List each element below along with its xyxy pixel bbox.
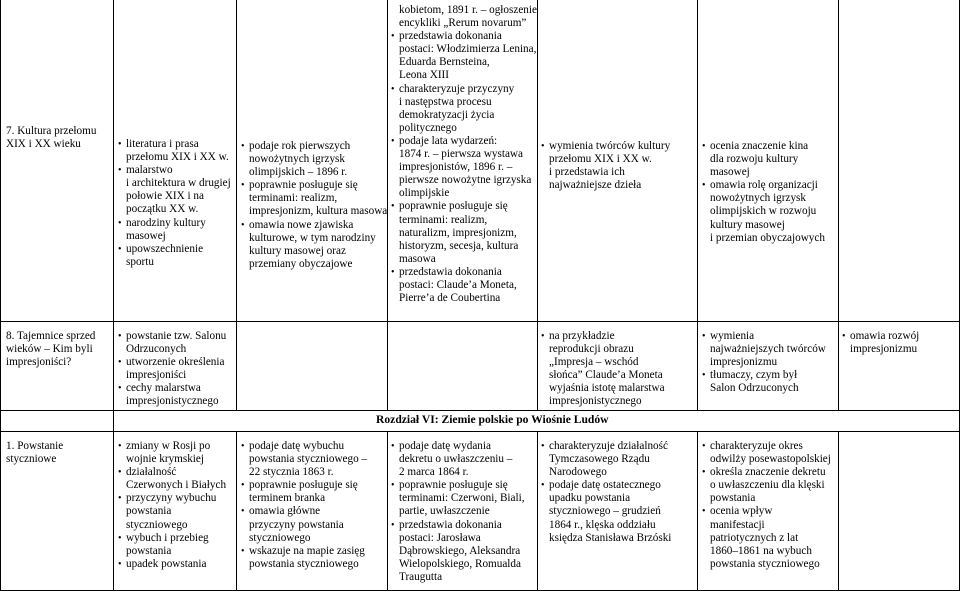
- bullet-item: • wymienia: [702, 330, 826, 343]
- bullet-item: • określa znaczenie dekretu: [702, 466, 831, 479]
- bullet-continuation: odwilży posewastopolskiej: [710, 453, 831, 466]
- bullet-continuation: impresjonizmu: [710, 356, 778, 369]
- bullet-continuation: patriotycznych z lat: [710, 531, 799, 544]
- bullet-continuation: styczniowego: [249, 531, 311, 544]
- bullet-continuation: reprodukcji obrazu: [549, 343, 634, 356]
- grid-line-v5: [387, 431, 388, 591]
- row1-title-line: XIX i XX wieku: [6, 138, 81, 151]
- bullet-item: • poprawnie posługuje się: [391, 479, 525, 492]
- bullet-continuation: przełomu XIX i XX w.: [549, 153, 652, 166]
- row1-col-d: [541, 140, 670, 192]
- bullet-item: • przedstawia dokonania: [391, 519, 525, 532]
- bullet-continuation: impresjonizmu: [850, 343, 918, 356]
- bullet-item: • cechy malarstwa: [118, 382, 226, 395]
- row3-col-c: [391, 440, 525, 584]
- row1-col-b: [241, 140, 387, 271]
- bullet-continuation: sportu: [126, 255, 154, 268]
- bullet-continuation: i następstwa procesu: [399, 95, 492, 108]
- row3-title: [6, 440, 63, 466]
- bullet-item: • poprawnie posługuje się: [241, 479, 367, 492]
- bullet-continuation: 1860–1861 na wybuch: [710, 544, 812, 557]
- bullet-item: • malarstwo: [118, 164, 231, 177]
- bullet-item: • zmiany w Rosji po: [118, 440, 226, 453]
- bullet-item: • upowszechnienie: [118, 243, 231, 256]
- bullet-continuation: postaci: Włodzimierza Lenina,: [399, 43, 537, 56]
- bullet-continuation: postaci: Jarosława: [399, 531, 481, 544]
- bullet-continuation: naturalizm, impresjonizm,: [399, 226, 517, 239]
- grid-line-v6: [537, 0, 538, 410]
- bullet-continuation: styczniowego – grudzień: [549, 505, 661, 518]
- bullet-continuation: manifestacji: [710, 518, 765, 531]
- bullet-continuation: wojnie krymskiej: [126, 453, 204, 466]
- bullet-continuation: dekretu o uwłaszczeniu –: [399, 453, 513, 466]
- grid-line-h2: [0, 410, 960, 411]
- bullet-item: • charakteryzuje okres: [702, 440, 831, 453]
- bullet-continuation: masowej: [710, 166, 750, 179]
- bullet-continuation: impresjoniści: [126, 369, 187, 382]
- bullet-continuation: Salon Odrzuconych: [710, 382, 799, 395]
- bullet-continuation: masowej: [126, 229, 166, 242]
- row2-title-line: impresjoniści?: [6, 356, 72, 369]
- bullet-continuation: terminami: realizm,: [399, 213, 488, 226]
- bullet-continuation: 1864 r., klęska oddziału: [549, 518, 656, 531]
- bullet-continuation: historyzm, secesja, kultura: [399, 239, 519, 252]
- bullet-continuation: i architektura w drugiej: [126, 177, 231, 190]
- bullet-item: • omawia nowe zjawiska: [241, 219, 387, 232]
- row2-col-d: [541, 330, 665, 409]
- row3-col-e: [702, 440, 831, 571]
- bullet-item: • przedstawia dokonania: [391, 266, 537, 279]
- bullet-continuation: nowożytnych igrzysk: [710, 192, 807, 205]
- row1-title: [6, 125, 96, 151]
- bullet-continuation: i przedstawia ich: [549, 166, 625, 179]
- bullet-continuation: nowożytnych igrzysk: [249, 153, 346, 166]
- bullet-continuation: 22 stycznia 1863 r.: [249, 466, 334, 479]
- bullet-item: • charakteryzuje przyczyny: [391, 83, 537, 96]
- bullet-continuation: Eduarda Bernsteina,: [399, 56, 490, 69]
- row2-title-line: wieków – Kim byli: [6, 343, 93, 356]
- bullet-item: • wybuch i przebieg: [118, 532, 226, 545]
- bullet-item: • powstanie tzw. Salonu: [118, 330, 226, 343]
- bullet-item: • wymienia twórców kultury: [541, 140, 670, 153]
- row2-col-a: [118, 330, 226, 409]
- bullet-item: • upadek powstania: [118, 558, 226, 571]
- bullet-continuation: olimpijskich w rozwoju: [710, 205, 817, 218]
- bullet-continuation: terminem branka: [249, 492, 326, 505]
- row3-col-d: [541, 440, 671, 545]
- bullet-item: • poprawnie posługuje się: [391, 200, 537, 213]
- bullet-continuation: impresjonistycznego: [126, 395, 219, 408]
- bullet-continuation: powstania styczniowego: [710, 557, 820, 570]
- bullet-continuation: Wielopolskiego, Romualda: [399, 557, 521, 570]
- row1-col-c: [391, 4, 537, 305]
- bullet-continuation: i przemian obyczajowych: [710, 231, 825, 244]
- bullet-item: • podaje datę wydania: [391, 440, 525, 453]
- row2-col-f: [842, 330, 919, 356]
- bullet-continuation: „Impresja – wschód: [549, 356, 639, 369]
- grid-line-v8: [697, 0, 698, 410]
- bullet-item: • narodziny kultury: [118, 217, 231, 230]
- bullet-item: • literatura i prasa: [118, 138, 231, 151]
- bullet-continuation: Odrzuconych: [126, 343, 187, 356]
- bullet-item: • ocenia wpływ: [702, 505, 831, 518]
- bullet-continuation: Czerwonych i Białych: [126, 479, 227, 492]
- bullet-continuation: Pierre’a de Coubertina: [399, 292, 501, 305]
- bullet-continuation: powstania styczniowego: [249, 557, 359, 570]
- grid-line-v10: [838, 0, 839, 410]
- bullet-item: • omawia główne: [241, 505, 367, 518]
- grid-line-v1: [113, 0, 114, 591]
- bullet-continuation: powstania: [126, 505, 172, 518]
- bullet-continuation: 1874 r. – pierwsza wystawa: [399, 148, 523, 161]
- bullet-continuation: demokratyzacji życia: [399, 108, 495, 121]
- bullet-continuation: powstania styczniowego –: [249, 453, 368, 466]
- bullet-continuation: politycznego: [399, 121, 457, 134]
- bullet-item: • podaje lata wydarzeń:: [391, 135, 537, 148]
- bullet-continuation: terminami: Czerwoni, Biali,: [399, 492, 525, 505]
- bullet-item: • podaje rok pierwszych: [241, 140, 387, 153]
- grid-line-v2: [236, 0, 237, 410]
- bullet-continuation: kultury masowej oraz: [249, 244, 346, 257]
- bullet-continuation: Traugutta: [399, 570, 443, 583]
- bullet-item: • utworzenie określenia: [118, 356, 226, 369]
- bullet-item: • poprawnie posługuje się: [241, 179, 387, 192]
- bullet-continuation: olimpijskie: [399, 187, 450, 200]
- bullet-item: • na przykładzie: [541, 330, 665, 343]
- bullet-continuation: powstania: [126, 544, 172, 557]
- bullet-item: • podaje datę ostatecznego: [541, 479, 671, 492]
- bullet-continuation: dla rozwoju kultury: [710, 153, 799, 166]
- bullet-continuation: pierwsze nowożytne igrzyska: [399, 174, 532, 187]
- section-heading: Rozdział VI: Ziemie polskie po Wiośnie Ludów: [376, 413, 609, 426]
- grid-line-v3: [236, 431, 237, 591]
- bullet-continuation: kultury masowej: [710, 218, 785, 231]
- bullet-item: • przyczyny wybuchu: [118, 492, 226, 505]
- bullet-continuation: kulturowe, w tym narodziny: [249, 231, 376, 244]
- bullet-continuation: wyjaśnia istotę malarstwa: [549, 382, 665, 395]
- bullet-item: • podaje datę wybuchu: [241, 440, 367, 453]
- bullet-continuation: początku XX w.: [126, 203, 199, 216]
- bullet-continuation: księdza Stanisława Brzóski: [549, 531, 672, 544]
- row2-title: [6, 330, 95, 369]
- row3-col-a: [118, 440, 226, 571]
- grid-line-h3: [0, 431, 960, 432]
- bullet-item: • wskazuje na mapie zasięg: [241, 545, 367, 558]
- row3-col-b: [241, 440, 367, 571]
- bullet-continuation: styczniowego: [126, 518, 188, 531]
- bullet-continuation: impresjonistów, 1896 r. –: [399, 161, 513, 174]
- bullet-continuation: Tymczasowego Rządu: [549, 453, 650, 466]
- row1-col-e: [702, 140, 825, 245]
- bullet-continuation: upadku powstania: [549, 492, 631, 505]
- bullet-continuation: przełomu XIX i XX w.: [126, 151, 229, 164]
- bullet-continuation: olimpijskich – 1896 r.: [249, 166, 348, 179]
- bullet-continuation: najważniejsze dzieła: [549, 179, 642, 192]
- bullet-continuation: Narodowego: [549, 466, 607, 479]
- bullet-item: • działalność: [118, 466, 226, 479]
- bullet-continuation: o uwłaszczeniu dla klęski: [710, 479, 825, 492]
- bullet-item: • charakteryzuje działalność: [541, 440, 671, 453]
- row1-col-a: [118, 138, 231, 269]
- bullet-continuation: impresjonistycznego: [549, 395, 642, 408]
- bullet-continuation: przyczyny powstania: [249, 518, 344, 531]
- bullet-continuation: impresjonizm, kultura masowa: [249, 205, 388, 218]
- bullet-continuation: postaci: Claude’a Moneta,: [399, 278, 517, 291]
- bullet-continuation: kobietom, 1891 r. – ogłoszenie: [399, 4, 537, 16]
- bullet-continuation: masowa: [399, 252, 436, 265]
- bullet-continuation: encykliki „Rerum novarum”: [399, 17, 527, 30]
- bullet-item: • tłumaczy, czym był: [702, 369, 826, 382]
- bullet-continuation: przemiany obyczajowe: [249, 257, 353, 270]
- bullet-item: • omawia rolę organizacji: [702, 179, 825, 192]
- bullet-continuation: słońca” Claude’a Moneta: [549, 369, 663, 382]
- bullet-continuation: połowie XIX i na: [126, 190, 204, 203]
- row1-title-line: 7. Kultura przełomu: [6, 125, 97, 137]
- row2-col-e: [702, 330, 826, 395]
- grid-line-v0: [0, 0, 1, 591]
- grid-line-v11: [838, 431, 839, 591]
- grid-line-v7: [537, 431, 538, 591]
- row3-title-line: 1. Powstanie: [6, 440, 64, 452]
- bullet-continuation: partie, uwłaszczenie: [399, 505, 490, 518]
- bullet-continuation: Dąbrowskiego, Aleksandra: [399, 544, 521, 557]
- grid-line-v9: [697, 431, 698, 591]
- bullet-continuation: terminami: realizm,: [249, 192, 338, 205]
- row3-title-line: styczniowe: [6, 453, 57, 466]
- bullet-continuation: 2 marca 1864 r.: [399, 466, 469, 479]
- bullet-item: • omawia rozwój: [842, 330, 919, 343]
- bullet-continuation: najważniejszych twórców: [710, 343, 826, 356]
- bullet-item: • ocenia znaczenie kina: [702, 140, 825, 153]
- bullet-item: • przedstawia dokonania: [391, 30, 537, 43]
- grid-line-h1: [0, 321, 960, 322]
- row2-title-line: 8. Tajemnice sprzed: [6, 330, 96, 342]
- bullet-continuation: Leona XIII: [399, 69, 450, 82]
- bullet-continuation: powstania: [710, 492, 756, 505]
